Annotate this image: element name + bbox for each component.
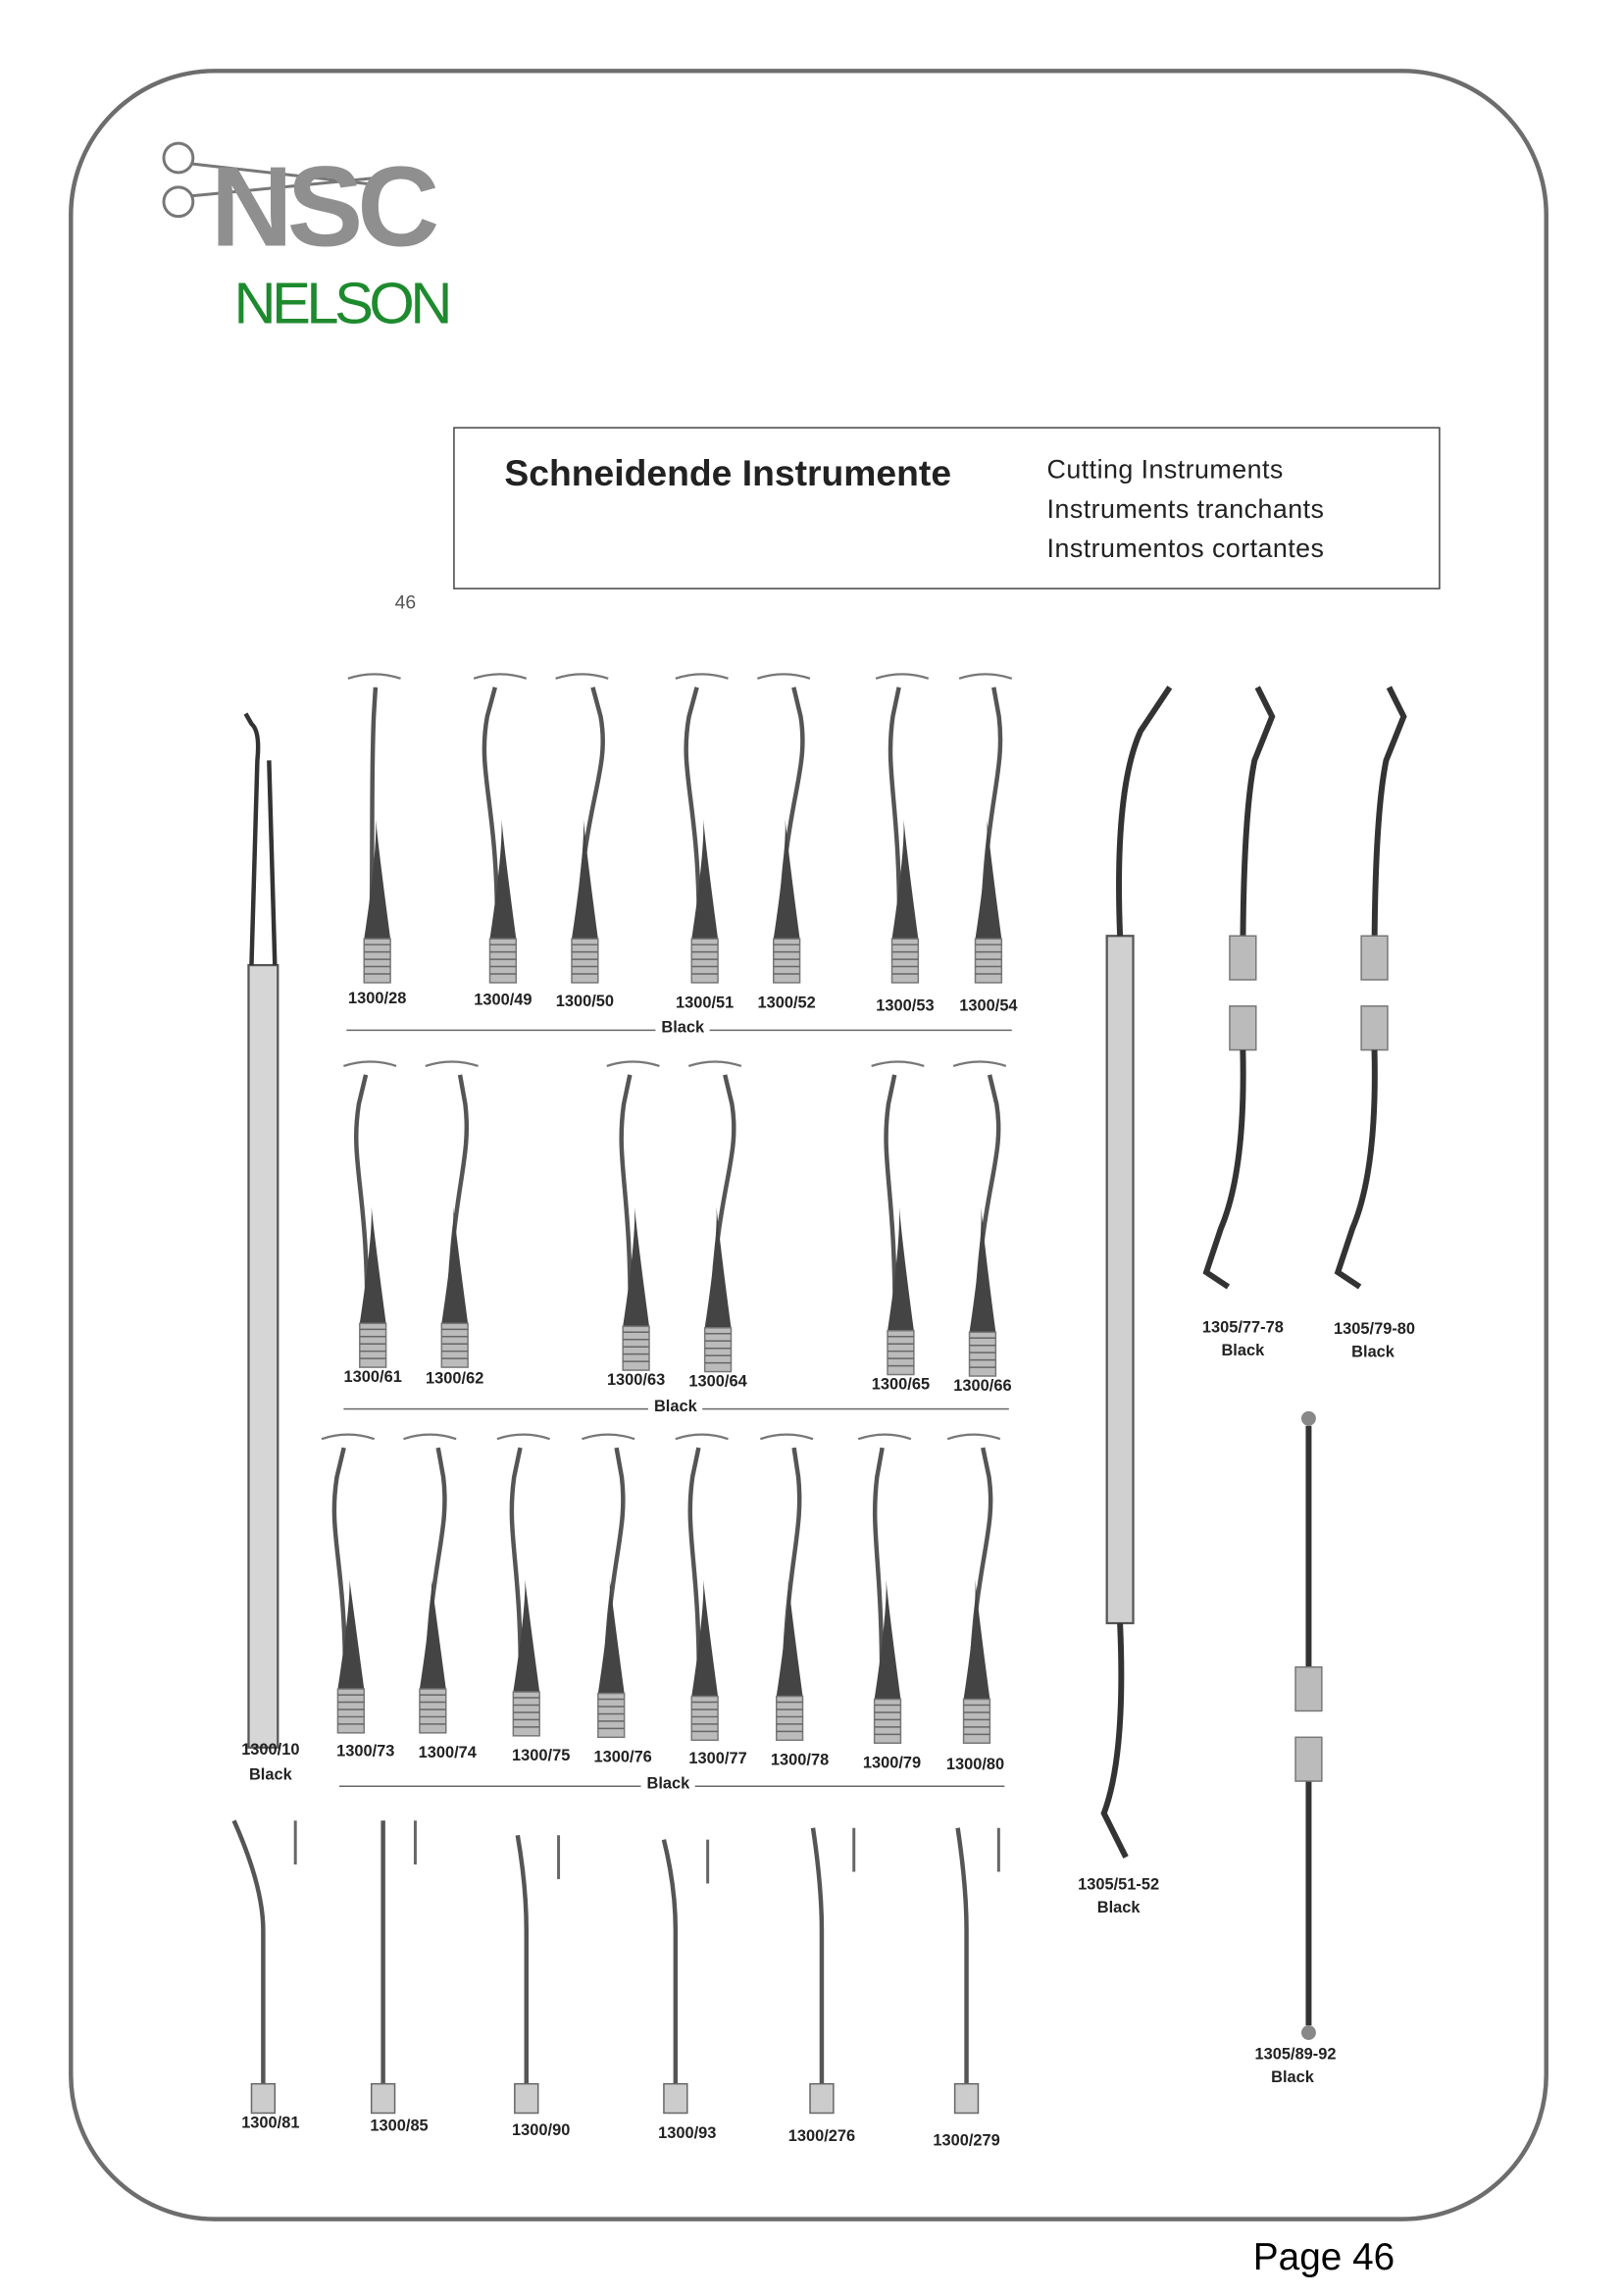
instrument-shank (958, 1828, 967, 2091)
item-label: 1300/63 (606, 1371, 666, 1390)
item-label: 1300/81 (241, 2114, 300, 2132)
instrument-shank (234, 1820, 264, 2091)
long-shank (245, 714, 275, 965)
instrument-neck (420, 1579, 446, 1689)
tip-detail (876, 674, 929, 678)
tip-detail (757, 674, 810, 678)
instrument-handle (1361, 1006, 1388, 1050)
item-label: 1300/65 (871, 1376, 931, 1394)
item-label: 1300/276 (787, 2127, 856, 2146)
instrument-handle (1295, 1667, 1322, 1711)
tip-detail (872, 1061, 925, 1065)
tip-detail (953, 1061, 1006, 1065)
instrument-handle (810, 2084, 834, 2114)
finish-label: Black (1351, 1344, 1395, 1362)
item-label: 1305/51-52 (1078, 1875, 1160, 1894)
double-shank (1206, 1050, 1243, 1288)
instrument-handle (1295, 1737, 1322, 1781)
instrument-neck (777, 1579, 803, 1696)
item-label: 1300/90 (512, 2121, 571, 2140)
title-spanish: Instrumentos cortantes (1046, 534, 1325, 564)
title-french: Instruments tranchants (1046, 493, 1325, 524)
item-label: 1300/62 (426, 1370, 484, 1388)
instrument-shank (813, 1828, 822, 2091)
instrument-handle (1230, 1006, 1256, 1050)
tip-detail (688, 1061, 741, 1065)
item-label: 1300/93 (658, 2124, 717, 2143)
long-handle (248, 965, 278, 1748)
item-label: 1305/79-80 (1334, 1320, 1416, 1339)
tip-detail (556, 674, 609, 678)
tip-detail (426, 1061, 479, 1065)
instrument-neck (774, 819, 800, 939)
instrument-handle (1361, 936, 1388, 980)
instrument-handle (251, 2084, 275, 2114)
tip-detail (404, 1435, 457, 1439)
tip-detail (760, 1435, 813, 1439)
item-label: 1300/279 (933, 2131, 1000, 2150)
tip-detail (343, 1061, 396, 1065)
double-shank (1338, 1050, 1375, 1288)
tip-detail (497, 1435, 550, 1439)
item-label: 1300/76 (593, 1749, 652, 1767)
instrument-neck (572, 819, 598, 939)
finish-label: Black (655, 1019, 710, 1037)
tip-detail (474, 674, 527, 678)
item-label: 1300/49 (474, 991, 533, 1009)
finish-label: Black (1221, 1342, 1265, 1360)
finish-label: Black (648, 1398, 703, 1415)
tip-detail (322, 1435, 375, 1439)
item-label: 1300/74 (418, 1744, 477, 1762)
instrument-shank (664, 1840, 676, 2091)
tip-detail (959, 674, 1012, 678)
item-label: 1305/77-78 (1201, 1318, 1284, 1337)
item-label: 1300/78 (770, 1752, 830, 1770)
item-label: 1300/51 (676, 994, 735, 1012)
instrument-handle (372, 2084, 395, 2114)
instrument-shank (518, 1835, 527, 2091)
item-label: 1300/85 (370, 2117, 429, 2135)
instrument-tip (1301, 2025, 1316, 2040)
double-handle (1107, 936, 1134, 1623)
double-shank (1243, 688, 1272, 965)
tip-detail (676, 1435, 729, 1439)
instrument-handle (1230, 936, 1256, 980)
instrument-neck (441, 1206, 468, 1323)
item-label: 1300/53 (876, 996, 935, 1015)
instrument-handle (955, 2084, 979, 2114)
tip-detail (858, 1435, 911, 1439)
item-label: 1300/64 (688, 1373, 747, 1391)
double-shank (1375, 688, 1404, 965)
tip-detail (348, 674, 401, 678)
instrument-neck (598, 1579, 625, 1693)
tip-detail (607, 1061, 660, 1065)
instrument-neck (975, 819, 1001, 939)
logo-monogram: NSC (210, 142, 434, 271)
page-label: Page 46 (1252, 2234, 1395, 2278)
item-label: 1300/52 (757, 994, 816, 1012)
tip-detail (582, 1435, 634, 1439)
item-label: 1300/54 (959, 996, 1018, 1015)
instrument-neck (964, 1579, 990, 1699)
title-german: Schneidende Instrumente (504, 453, 952, 494)
finish-label: Black (1271, 2068, 1314, 2087)
logo-brand: NELSON (233, 270, 448, 336)
item-label: 1300/75 (512, 1747, 571, 1765)
instrument-handle (515, 2084, 538, 2114)
item-label: 1300/79 (862, 1755, 922, 1773)
item-label: 1300/50 (555, 993, 615, 1011)
item-label: 1305/89-92 (1254, 2045, 1337, 2064)
tip-detail (676, 674, 729, 678)
finish-label: Black (641, 1775, 696, 1793)
finish-label: Black (248, 1766, 292, 1785)
item-label: 1300/77 (688, 1750, 747, 1768)
item-label: 1300/80 (945, 1756, 1005, 1774)
item-label: 1300/66 (953, 1377, 1012, 1396)
tip-detail (947, 1435, 1000, 1439)
title-english: Cutting Instruments (1046, 454, 1284, 485)
item-label: 1300/28 (348, 990, 407, 1008)
instrument-handle (664, 2084, 687, 2114)
instrument-neck (705, 1206, 732, 1328)
item-label: 1300/10 (241, 1741, 300, 1760)
item-label: 1300/73 (336, 1743, 395, 1761)
small-page-number: 46 (394, 590, 417, 613)
instrument-neck (364, 819, 390, 939)
item-label: 1300/61 (343, 1368, 402, 1387)
instrument-neck (970, 1206, 996, 1332)
finish-label: Black (1096, 1899, 1141, 1917)
instrument-tip (1301, 1411, 1316, 1426)
